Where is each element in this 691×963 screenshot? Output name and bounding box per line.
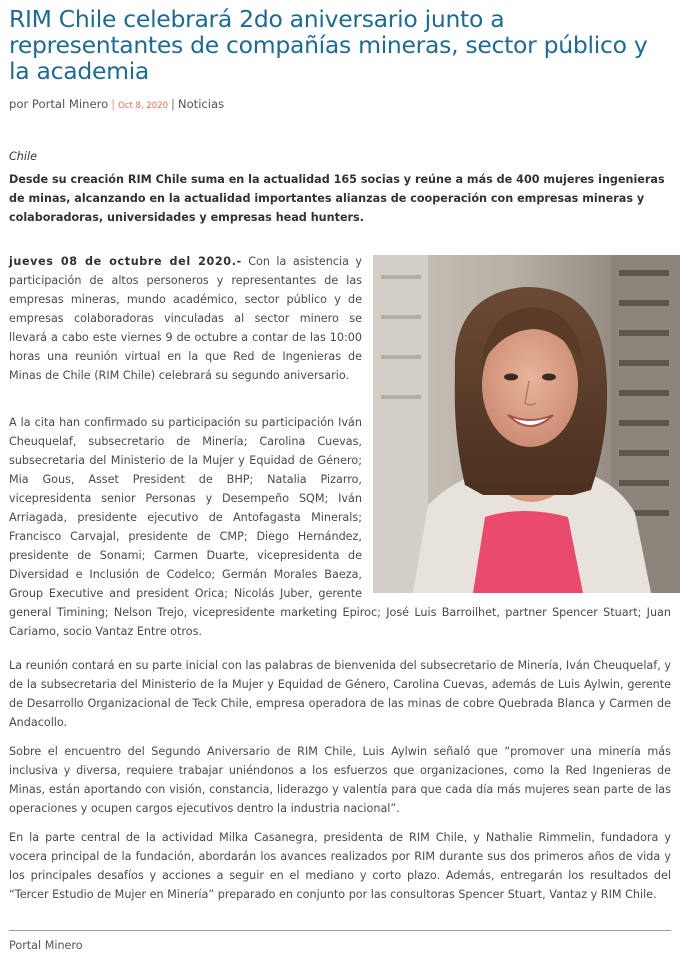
article-byline — [9, 97, 671, 111]
footer-source: Portal Minero — [9, 939, 83, 952]
author-link[interactable]: Portal Minero — [31, 97, 109, 111]
byline-separator: | — [111, 97, 116, 111]
article-lead: Desde su creación RIM Chile suma en la actualidad 165 socias y reúne a más de 400 mujeres ingenieras de minas, alcanzando en la actualidad importantes alianzas de cooperación con empresas mineras y colaboradoras, universidades y empresas head hunters. — [9, 173, 665, 224]
article-paragraph-3: La reunión contará en su parte inicial con las palabras de bienvenida del subsecretario de Minería, Iván Cheuquelaf, y de la subsecretaria del Ministerio de la Mujer y Equidad de Género, Carolina Cuevas, además de Luis Aylwin, gerente de Desarrollo Organizacional de Teck Chile, empresa operadora de las minas de cobre Quebrada Blanca y Carmen de Andacollo. — [9, 659, 671, 729]
article-paragraph-1 — [9, 252, 362, 385]
photo-float-spacer — [362, 413, 671, 590]
article-paragraph-5: En la parte central de la actividad Milka Casanegra, presidenta de RIM Chile, y Nathalie Rimmelin, fundadora y vocera principal de la fundación, abordarán los avances realizados por RIM durante sus dos primeros años de vida y los principales desafíos y acciones a seguir en el mediano y corto plazo. Además, entregarán los resultados del “Tercer Estudio de Mujer en Minería” preparado en conjunto por las consultoras Spencer Stuart, Vantaz y RIM Chile. — [9, 831, 671, 901]
article-dateline: jueves 08 de octubre del 2020.- — [9, 255, 242, 268]
byline-prefix: por — [9, 97, 29, 111]
byline-separator: | — [170, 97, 175, 111]
paragraph-1-text: Con la asistencia y participación de altos personeros y representantes de las empresas mineras, mundo académico, sector público y de empresas colaboradoras vinculadas al sector minero se llevará a cabo este viernes 9 de octubre a contar de las 10:00 horas una reunión virtual en la que Red de Ingenieras de Minas de Chile (RIM Chile) celebrará su segundo aniversario. — [9, 255, 362, 382]
publish-date: Oct 8, 2020 — [118, 101, 168, 111]
article-paragraph-2 — [9, 413, 671, 641]
footer-divider — [9, 930, 671, 931]
article-paragraph-4: Sobre el encuentro del Segundo Aniversario de RIM Chile, Luis Aylwin señaló que “promover una minería más inclusiva y diversa, requiere trabajar uniéndonos a los esfuerzos que organizaciones, como la Red Ingenieras de Minas, están aportando con visión, constancia, liderazgo y valentía para que cada día más mujeres sean parte de las operaciones y ocupen cargos ejecutivos dentro la industria nacional”. — [9, 745, 671, 815]
article-title: RIM Chile celebrará 2do aniversario junto a representantes de compañías mineras, sector público y la academia — [9, 5, 648, 85]
article — [9, 0, 671, 901]
paragraph-2-text: A la cita han confirmado su participación su participación Iván Cheuquelaf, subsecretario de Minería; Carolina Cuevas, subsecretaria del Ministerio de la Mujer y Equidad de Género; Mia Gous, Asset President de BHP; Natalia Pizarro, vicepresidenta senior Personas y Desempeño SQM; Iván Arriagada, presidente ejecutivo de Antofagasta Minerals; Francisco Carvajal, presidente de CMP; Diego Hernández, presidente de Sonami; Carmen Duarte, vicepresidenta de Diversidad e Inclusión de Codelco; Germán Morales Baeza, Group Executive and president Orica; Nicolás Juber, gerente general Timining; Nelson Trejo, vicepresidente marketing Epiroc; José Luis Barroilhet, partner Spencer Stuart; Juan Cariamo, socio Vantaz Entre otros. — [9, 416, 671, 638]
category-link[interactable]: Noticias — [177, 97, 225, 111]
article-location: Chile — [9, 150, 38, 163]
